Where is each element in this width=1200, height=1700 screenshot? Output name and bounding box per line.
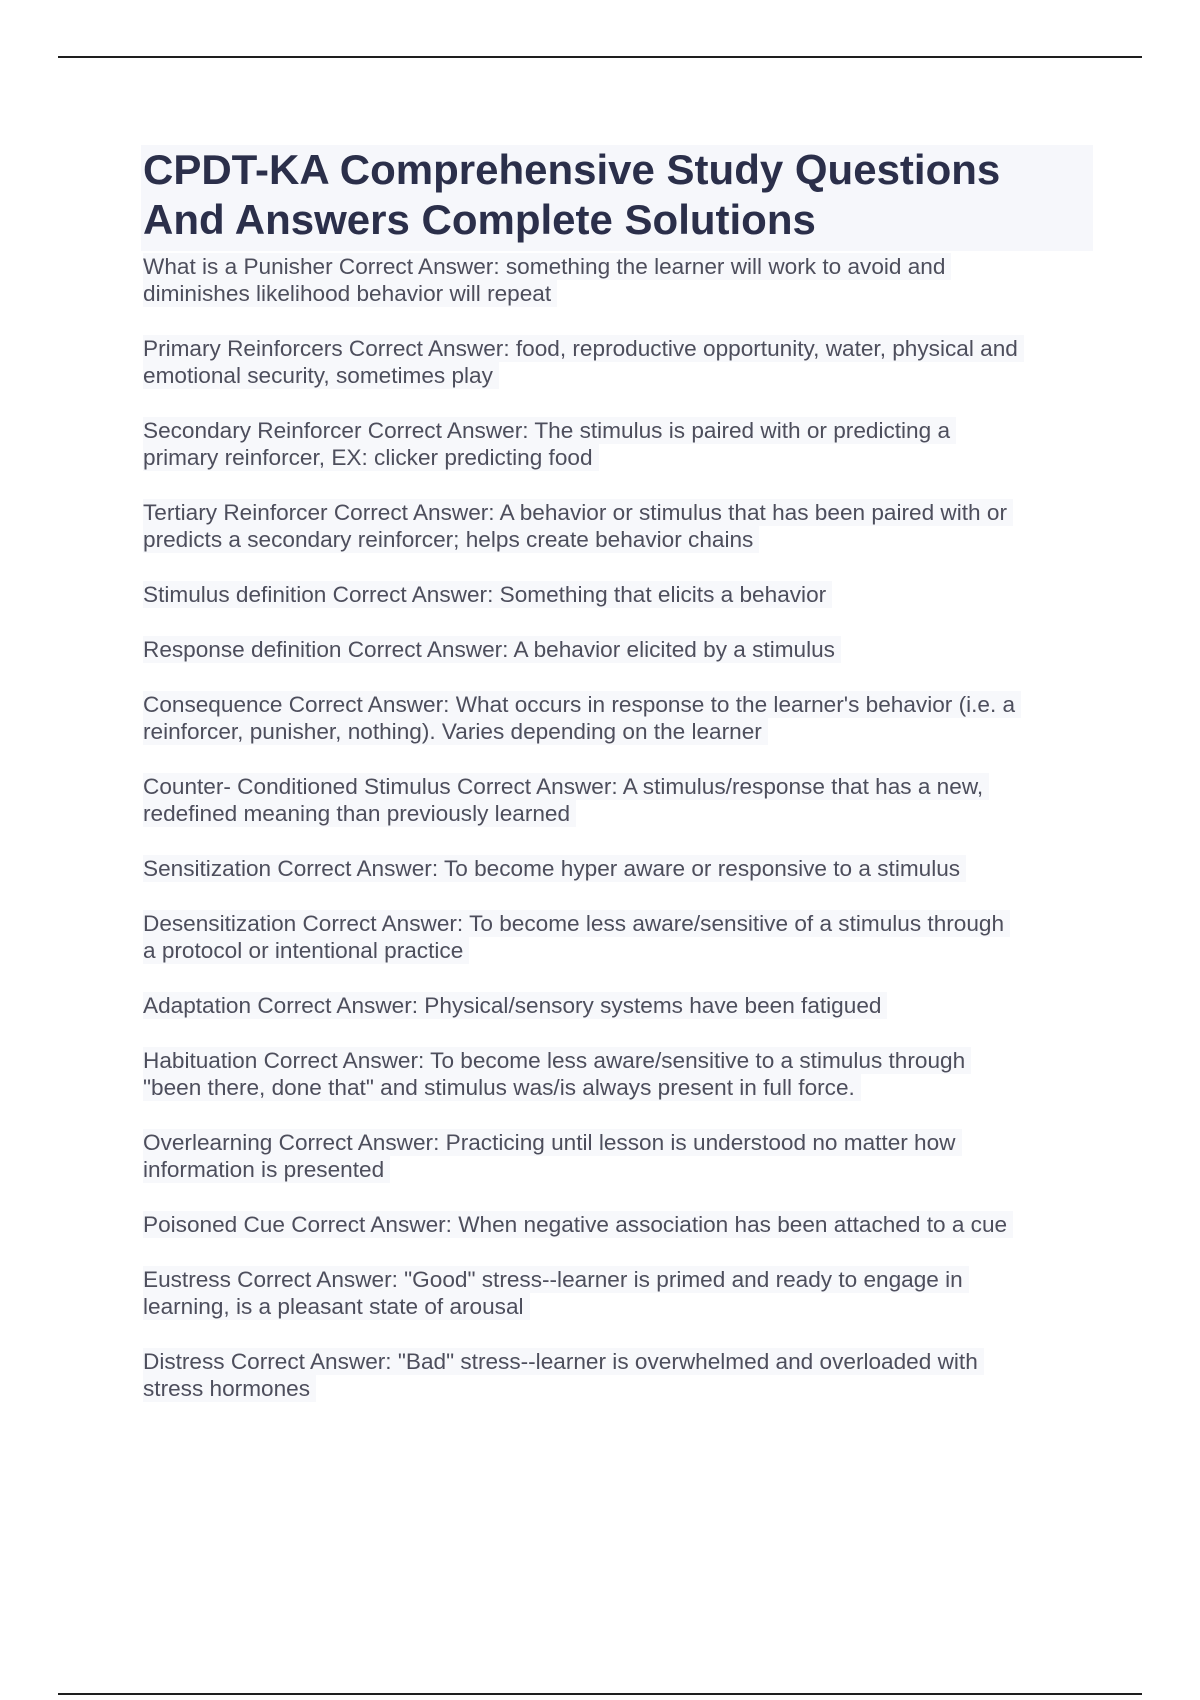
qa-line: information is presented xyxy=(143,1156,390,1183)
qa-item xyxy=(143,855,1093,882)
qa-list xyxy=(143,253,1093,1402)
qa-line: reinforcer, punisher, nothing). Varies depending on the learner xyxy=(143,718,768,745)
qa-item xyxy=(143,1348,1093,1402)
qa-item xyxy=(143,417,1093,471)
qa-item xyxy=(143,1129,1093,1183)
qa-item xyxy=(143,910,1093,964)
qa-item xyxy=(143,1047,1093,1101)
document-content xyxy=(143,145,1093,1430)
footer-rule xyxy=(58,1693,1142,1695)
qa-line: Stimulus definition Correct Answer: Something that elicits a behavior xyxy=(143,581,832,608)
qa-line: redefined meaning than previously learned xyxy=(143,800,576,827)
qa-line: Distress Correct Answer: "Bad" stress--learner is overwhelmed and overloaded with xyxy=(143,1348,984,1375)
qa-line: a protocol or intentional practice xyxy=(143,937,469,964)
qa-line: learning, is a pleasant state of arousal xyxy=(143,1293,530,1320)
qa-line: "been there, done that" and stimulus was/is always present in full force. xyxy=(143,1074,861,1101)
qa-line: Primary Reinforcers Correct Answer: food, reproductive opportunity, water, physical and xyxy=(143,335,1024,362)
qa-item xyxy=(143,992,1093,1019)
qa-line: Habituation Correct Answer: To become less aware/sensitive to a stimulus through xyxy=(143,1047,971,1074)
qa-item xyxy=(143,1266,1093,1320)
title-line-1: CPDT-KA Comprehensive Study Questions xyxy=(143,146,1001,193)
qa-line: Tertiary Reinforcer Correct Answer: A behavior or stimulus that has been paired with or xyxy=(143,499,1013,526)
qa-line: diminishes likelihood behavior will repeat xyxy=(143,280,557,307)
qa-item xyxy=(143,636,1093,663)
title-line-2: And Answers Complete Solutions xyxy=(143,196,816,243)
qa-line: Response definition Correct Answer: A behavior elicited by a stimulus xyxy=(143,636,841,663)
qa-line: Counter- Conditioned Stimulus Correct Answer: A stimulus/response that has a new, xyxy=(143,773,989,800)
qa-line: Consequence Correct Answer: What occurs in response to the learner's behavior (i.e. a xyxy=(143,691,1021,718)
qa-item xyxy=(143,499,1093,553)
qa-line: Poisoned Cue Correct Answer: When negative association has been attached to a cue xyxy=(143,1211,1013,1238)
qa-item xyxy=(143,691,1093,745)
qa-line: primary reinforcer, EX: clicker predicting food xyxy=(143,444,599,471)
document-title xyxy=(141,145,1093,251)
qa-line: predicts a secondary reinforcer; helps create behavior chains xyxy=(143,526,759,553)
qa-line: What is a Punisher Correct Answer: something the learner will work to avoid and xyxy=(143,253,951,280)
qa-line: stress hormones xyxy=(143,1375,316,1402)
qa-line: Eustress Correct Answer: "Good" stress--learner is primed and ready to engage in xyxy=(143,1266,969,1293)
qa-line: Sensitization Correct Answer: To become hyper aware or responsive to a stimulus xyxy=(143,855,966,882)
header-rule xyxy=(58,56,1142,58)
qa-line: emotional security, sometimes play xyxy=(143,362,499,389)
qa-line: Secondary Reinforcer Correct Answer: The stimulus is paired with or predicting a xyxy=(143,417,956,444)
qa-item xyxy=(143,335,1093,389)
qa-item xyxy=(143,581,1093,608)
qa-line: Desensitization Correct Answer: To become less aware/sensitive of a stimulus through xyxy=(143,910,1010,937)
qa-item xyxy=(143,1211,1093,1238)
qa-item xyxy=(143,773,1093,827)
qa-item xyxy=(143,253,1093,307)
qa-line: Adaptation Correct Answer: Physical/sensory systems have been fatigued xyxy=(143,992,887,1019)
qa-line: Overlearning Correct Answer: Practicing until lesson is understood no matter how xyxy=(143,1129,962,1156)
